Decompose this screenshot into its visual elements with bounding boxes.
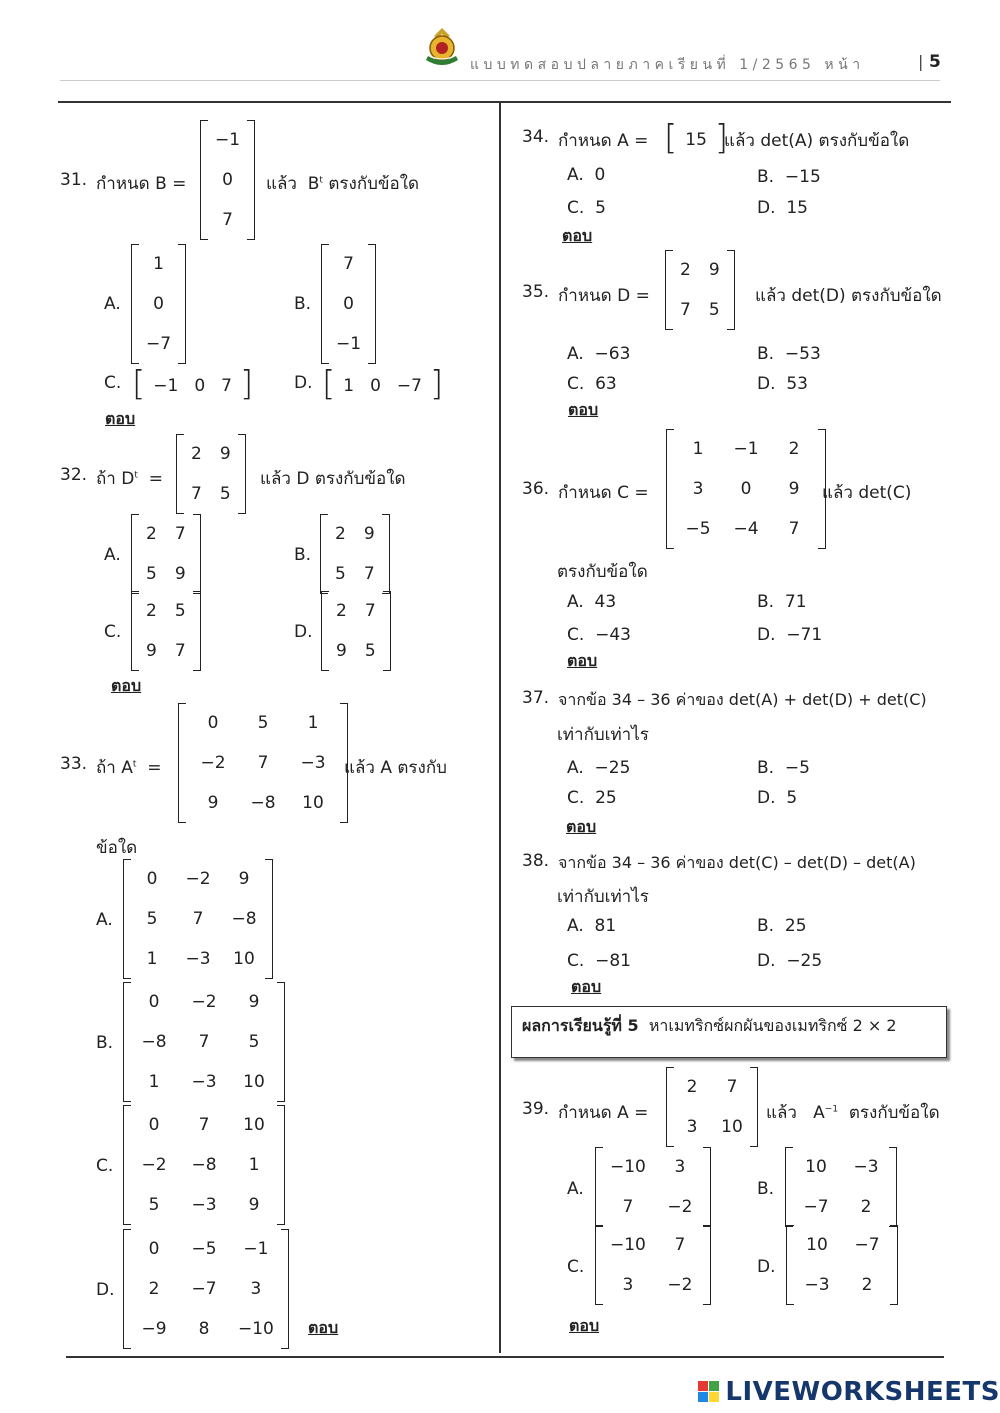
q38-line2: เท่ากับเท่าไร [557, 887, 649, 907]
q39-option-d-matrix: 10 −7 −3 2 [786, 1225, 898, 1305]
q39-tail: แล้ว $A^{-1}$ ตรงกับข้อใด [766, 1103, 940, 1123]
q33-option-c-label[interactable]: C. [96, 1156, 114, 1176]
q31-tail: แล้ว $B^t$ ตรงกับข้อใด [266, 174, 420, 194]
q39-number: 39. [522, 1099, 550, 1119]
q32-matrix: 2 9 7 5 [176, 434, 246, 514]
q31-option-b-matrix: 7 0 −1 [321, 244, 376, 364]
q32-tail: แล้ว D ตรงกับข้อใด [260, 469, 406, 489]
page-number: 5 [929, 52, 941, 72]
q31-answer-label[interactable]: ตอบ [105, 409, 136, 428]
q33-option-a-matrix: 0 −2 9 5 7 −8 1 −3 10 [123, 859, 273, 979]
q32-option-c-matrix: 2 5 9 7 [131, 591, 201, 671]
q37-line1: จากข้อ 34 – 36 ค่าของ det(A) + det(D) + det(C) [558, 690, 927, 709]
q31-option-a-label[interactable]: A. [104, 294, 121, 314]
q32-option-b-label[interactable]: B. [294, 545, 312, 565]
q39-option-d-label[interactable]: D. [757, 1257, 776, 1277]
q31-stem: กำหนด B = [96, 174, 187, 194]
q36-option-d[interactable]: D. −71 [757, 625, 823, 645]
q31-option-c-label[interactable]: C. [104, 373, 122, 393]
q37-line2: เท่ากับเท่าไร [557, 725, 649, 745]
q33-stem: ถ้า $A^t$ = [96, 758, 162, 778]
q39-stem: กำหนด A = [558, 1103, 649, 1123]
q35-stem: กำหนด D = [558, 286, 650, 306]
q35-matrix: 2 9 7 5 [665, 250, 735, 330]
q38-option-b[interactable]: B. 25 [757, 916, 807, 936]
q39-option-a-matrix: −10 3 7 −2 [595, 1147, 711, 1227]
header-separator: | [918, 52, 924, 71]
q35-option-b[interactable]: B. −53 [757, 344, 821, 364]
q31-option-c-row: [ −1 0 7 ] [132, 364, 254, 404]
q34-number: 34. [522, 127, 550, 147]
q33-option-d-label[interactable]: D. [96, 1280, 115, 1300]
q35-option-d[interactable]: D. 53 [757, 374, 808, 394]
q32-option-d-matrix: 2 7 9 5 [321, 591, 391, 671]
q31-matrix: −1 0 7 [200, 120, 255, 240]
q34-option-a[interactable]: A. 0 [567, 165, 606, 185]
school-emblem [420, 26, 464, 70]
q36-tail: แล้ว det(C) [822, 483, 912, 503]
q33-option-a-label[interactable]: A. [96, 910, 113, 930]
q36-option-c[interactable]: C. −43 [567, 625, 631, 645]
q33-option-b-matrix: 0 −2 9 −8 7 5 1 −3 10 [123, 982, 285, 1102]
q36-number: 36. [522, 479, 550, 499]
q39-option-a-label[interactable]: A. [567, 1179, 584, 1199]
q37-number: 37. [522, 688, 550, 708]
q34-option-c[interactable]: C. 5 [567, 198, 606, 218]
q36-matrix: 1 −1 2 3 0 9 −5 −4 7 [666, 429, 826, 549]
q38-option-d[interactable]: D. −25 [757, 951, 823, 971]
header-title: แบบทดสอบปลายภาคเรียนที่ 1/2565 หน้า [470, 57, 865, 73]
q33-tail: แล้ว A ตรงกับ [344, 758, 447, 778]
q37-option-b[interactable]: B. −5 [757, 758, 810, 778]
q33-tail2: ข้อใด [96, 838, 138, 858]
column-divider [499, 101, 501, 1353]
q34-stem: กำหนด A = [558, 131, 649, 151]
liveworksheets-logo-icon [698, 1381, 720, 1403]
q32-answer-label[interactable]: ตอบ [111, 676, 142, 695]
q32-option-b-matrix: 2 9 5 7 [320, 514, 390, 594]
q39-option-c-matrix: −10 7 3 −2 [595, 1225, 711, 1305]
q32-option-c-label[interactable]: C. [104, 622, 122, 642]
learning-outcome-text: ผลการเรียนรู้ที่ 5 หาเมทริกซ์ผกผันของเมทริกซ์ 2 × 2 [522, 1016, 897, 1035]
q34-answer-label[interactable]: ตอบ [562, 226, 593, 245]
q38-option-a[interactable]: A. 81 [567, 916, 617, 936]
q33-matrix: 0 5 1 −2 7 −3 9 −8 10 [178, 703, 348, 823]
q38-option-c[interactable]: C. −81 [567, 951, 631, 971]
q33-option-b-label[interactable]: B. [96, 1033, 114, 1053]
q31-option-d-row: [ 1 0 −7 ] [322, 364, 444, 404]
q38-line1: จากข้อ 34 – 36 ค่าของ det(C) – det(D) – det(A) [558, 853, 916, 872]
q31-number: 31. [60, 170, 88, 190]
q36-stem: กำหนด C = [558, 483, 649, 503]
q36-option-b[interactable]: B. 71 [757, 592, 807, 612]
q38-number: 38. [522, 851, 550, 871]
q34-option-d[interactable]: D. 15 [757, 198, 808, 218]
q36-tail2: ตรงกับข้อใด [557, 562, 648, 582]
q34-option-b[interactable]: B. −15 [757, 167, 821, 187]
q39-option-b-matrix: 10 −3 −7 2 [785, 1147, 897, 1227]
bottom-rule [66, 1356, 944, 1358]
q32-option-d-label[interactable]: D. [294, 622, 313, 642]
q38-answer-label[interactable]: ตอบ [571, 977, 602, 996]
q37-option-a[interactable]: A. −25 [567, 758, 631, 778]
q32-number: 32. [60, 465, 88, 485]
q35-number: 35. [522, 282, 550, 302]
q33-option-c-matrix: 0 7 10 −2 −8 1 5 −3 9 [123, 1105, 285, 1225]
q34-matrix: [ 15 ] [664, 118, 729, 158]
q37-option-d[interactable]: D. 5 [757, 788, 798, 808]
q33-answer-label[interactable]: ตอบ [308, 1318, 339, 1337]
q39-option-c-label[interactable]: C. [567, 1257, 585, 1277]
q37-option-c[interactable]: C. 25 [567, 788, 617, 808]
q31-option-b-label[interactable]: B. [294, 294, 312, 314]
top-rule [58, 101, 951, 103]
q39-matrix: 2 7 3 10 [666, 1067, 758, 1147]
q39-option-b-label[interactable]: B. [757, 1179, 775, 1199]
q39-answer-label[interactable]: ตอบ [569, 1316, 600, 1335]
liveworksheets-watermark [698, 1377, 1000, 1407]
q32-stem: ถ้า $D^t$ = [96, 469, 163, 489]
liveworksheets-text: LIVEWORKSHEETS [725, 1377, 1000, 1407]
q32-option-a-matrix: 2 7 5 9 [131, 514, 201, 594]
q37-answer-label[interactable]: ตอบ [566, 817, 597, 836]
q35-option-a[interactable]: A. −63 [567, 344, 631, 364]
q35-tail: แล้ว det(D) ตรงกับข้อใด [755, 286, 942, 306]
q33-option-d-matrix: 0 −5 −1 2 −7 3 −9 8 −10 [123, 1229, 289, 1349]
q35-answer-label[interactable]: ตอบ [568, 400, 599, 419]
q31-option-d-label[interactable]: D. [294, 373, 313, 393]
q31-option-a-matrix: 1 0 −7 [131, 244, 186, 364]
q35-option-c[interactable]: C. 63 [567, 374, 617, 394]
header-rule [60, 80, 940, 81]
q33-number: 33. [60, 754, 88, 774]
q32-option-a-label[interactable]: A. [104, 545, 121, 565]
q34-tail: แล้ว det(A) ตรงกับข้อใด [724, 131, 910, 151]
q36-answer-label[interactable]: ตอบ [567, 651, 598, 670]
q36-option-a[interactable]: A. 43 [567, 592, 617, 612]
